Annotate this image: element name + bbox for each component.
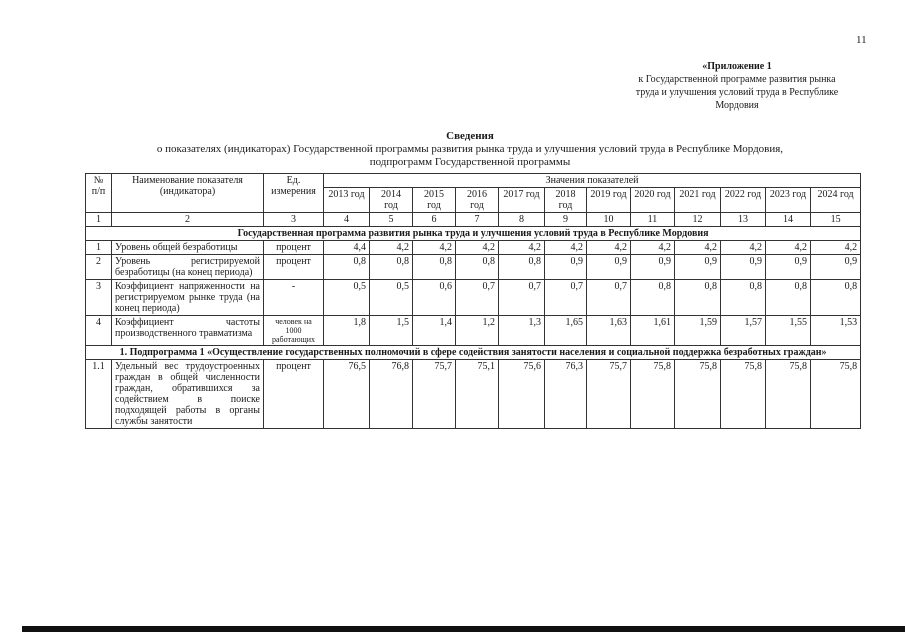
appendix-title: «Приложение 1 [702,61,772,72]
value-cell: 1,4 [413,316,456,346]
value-cell: 1,5 [370,316,413,346]
value-cell: 1,2 [456,316,499,346]
value-cell: 0,8 [631,280,675,316]
value-cell: 0,5 [370,280,413,316]
appendix-block [607,60,867,112]
value-cell: 1,65 [545,316,587,346]
col-header-num: № п/п [86,174,112,213]
index-cell: 1 [86,213,112,227]
index-cell: 14 [766,213,811,227]
year-header: 2014 год [370,188,413,213]
value-cell: 4,2 [631,241,675,255]
value-cell: 75,8 [675,360,721,429]
index-cell: 5 [370,213,413,227]
year-header: 2023 год [766,188,811,213]
value-cell: 0,8 [499,255,545,280]
value-cell: 4,2 [811,241,861,255]
index-cell: 10 [587,213,631,227]
value-cell: 4,2 [413,241,456,255]
value-cell: 1,63 [587,316,631,346]
indicator-name: Уровень общей безработицы [112,241,264,255]
value-cell: 0,5 [324,280,370,316]
year-header: 2017 год [499,188,545,213]
unit-cell: - [264,280,324,316]
index-cell: 2 [112,213,264,227]
document-heading [70,130,870,169]
index-cell: 8 [499,213,545,227]
value-cell: 0,9 [721,255,766,280]
value-cell: 0,7 [456,280,499,316]
value-cell: 1,3 [499,316,545,346]
value-cell: 0,8 [413,255,456,280]
indicator-name: Коэффициент напряженности на регистрируемом рынке труда (на конец периода) [112,280,264,316]
subprogram-section-title: 1. Подпрограмма 1 «Осуществление государственных полномочий в сфере содействия занятости населения и социальной поддержка безработных граждан» [86,346,861,360]
row-number: 3 [86,280,112,316]
value-cell: 76,5 [324,360,370,429]
heading-line-2: подпрограмм Государственной программы [369,156,571,168]
value-cell: 0,8 [370,255,413,280]
year-header: 2021 год [675,188,721,213]
value-cell: 75,1 [456,360,499,429]
indicators-table [85,173,861,429]
row-number: 2 [86,255,112,280]
unit-cell: процент [264,241,324,255]
value-cell: 1,59 [675,316,721,346]
year-header: 2018 год [545,188,587,213]
page-number: 11 [856,34,867,46]
unit-cell: процент [264,360,324,429]
table-row [86,280,861,316]
heading-line-1: о показателях (индикаторах) Государственной программы развития рынка труда и улучшения условий труда в Республике Мордовия, [156,143,784,155]
value-cell: 0,7 [545,280,587,316]
value-cell: 75,7 [587,360,631,429]
value-cell: 76,8 [370,360,413,429]
indicator-name: Коэффициент частоты производственного травматизма [112,316,264,346]
table-row [86,316,861,346]
indicator-name: Удельный вес трудоустроенных граждан в общей численности граждан, обратившихся за содействием в поиске подходящей работы в органы службы занятости [112,360,264,429]
appendix-line-2: труда и улучшения условий труда в Республике [635,87,839,98]
value-cell: 4,2 [587,241,631,255]
value-cell: 0,9 [766,255,811,280]
index-cell: 3 [264,213,324,227]
value-cell: 4,2 [370,241,413,255]
value-cell: 75,8 [811,360,861,429]
row-number: 4 [86,316,112,346]
year-header: 2024 год [811,188,861,213]
value-cell: 0,8 [721,280,766,316]
program-section-title: Государственная программа развития рынка труда и улучшения условий труда в Республике Мордовия [86,227,861,241]
value-cell: 1,57 [721,316,766,346]
value-cell: 0,6 [413,280,456,316]
value-cell: 1,55 [766,316,811,346]
year-header: 2013 год [324,188,370,213]
unit-cell: человек на 1000 работающих [264,316,324,346]
value-cell: 0,8 [766,280,811,316]
row-number: 1.1 [86,360,112,429]
appendix-line-3: Мордовия [715,100,759,111]
index-cell: 6 [413,213,456,227]
value-cell: 1,8 [324,316,370,346]
value-cell: 4,2 [721,241,766,255]
value-cell: 0,9 [811,255,861,280]
scan-edge-bar [22,626,905,632]
value-cell: 75,8 [721,360,766,429]
index-cell: 13 [721,213,766,227]
value-cell: 4,2 [545,241,587,255]
value-cell: 75,6 [499,360,545,429]
heading-title: Сведения [446,130,494,142]
value-cell: 0,8 [675,280,721,316]
index-cell: 7 [456,213,499,227]
value-cell: 0,7 [587,280,631,316]
index-cell: 9 [545,213,587,227]
value-cell: 4,2 [766,241,811,255]
value-cell: 4,2 [499,241,545,255]
unit-cell: процент [264,255,324,280]
index-row [86,213,861,227]
value-cell: 76,3 [545,360,587,429]
index-cell: 12 [675,213,721,227]
table-row [86,241,861,255]
value-cell: 1,53 [811,316,861,346]
appendix-line-1: к Государственной программе развития рынка [638,74,836,85]
year-header: 2020 год [631,188,675,213]
col-header-name: Наименование показателя (индикатора) [112,174,264,213]
year-header: 2015 год [413,188,456,213]
year-header: 2022 год [721,188,766,213]
table-row [86,360,861,429]
index-cell: 4 [324,213,370,227]
value-cell: 75,8 [766,360,811,429]
table-row [86,255,861,280]
row-number: 1 [86,241,112,255]
value-cell: 0,9 [631,255,675,280]
value-cell: 1,61 [631,316,675,346]
value-cell: 0,8 [456,255,499,280]
index-cell: 15 [811,213,861,227]
value-cell: 4,2 [675,241,721,255]
year-header: 2019 год [587,188,631,213]
value-cell: 0,9 [675,255,721,280]
col-header-values: Значения показателей [324,174,861,188]
year-header: 2016 год [456,188,499,213]
indicator-name: Уровень регистрируемой безработицы (на конец периода) [112,255,264,280]
value-cell: 0,8 [324,255,370,280]
subprogram-section-title-row [86,346,861,360]
value-cell: 75,7 [413,360,456,429]
value-cell: 0,9 [545,255,587,280]
value-cell: 0,9 [587,255,631,280]
header-row-1 [86,174,861,188]
value-cell: 0,8 [811,280,861,316]
col-header-unit: Ед. измерения [264,174,324,213]
value-cell: 75,8 [631,360,675,429]
value-cell: 4,2 [456,241,499,255]
program-section-title-row [86,227,861,241]
value-cell: 4,4 [324,241,370,255]
value-cell: 0,7 [499,280,545,316]
index-cell: 11 [631,213,675,227]
